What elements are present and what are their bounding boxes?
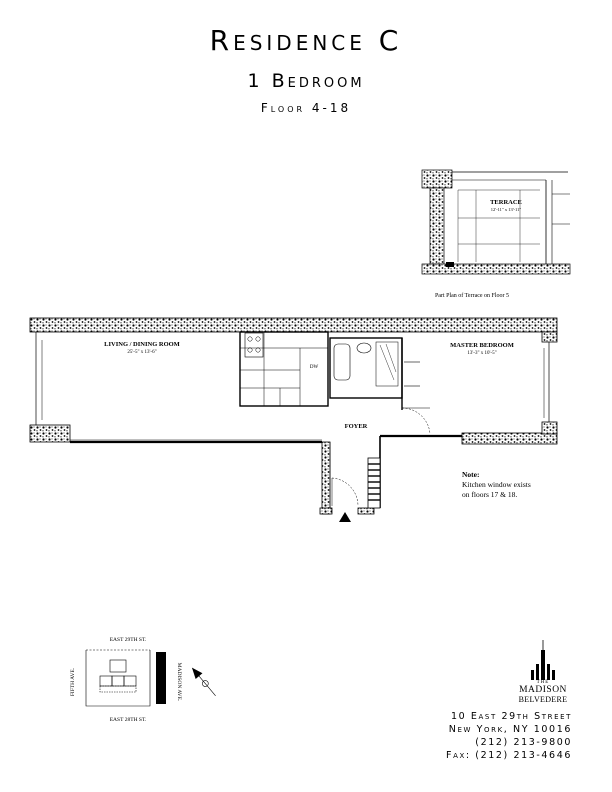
note-line-1: Kitchen window exists — [462, 480, 531, 489]
address-line-2: New York, NY 10016 — [448, 724, 572, 735]
avenue-east-label: MADISON AVE. — [176, 662, 182, 702]
terrace-wall-left — [430, 188, 444, 264]
living-room-dims: 25'-5" x 13'-6" — [127, 350, 157, 355]
southwest-wall — [30, 425, 70, 442]
bedroom-dims: 13'-3" x 10'-5" — [467, 351, 497, 356]
key-plan — [70, 637, 219, 723]
residence-title: Residence C — [209, 24, 403, 57]
north-arrow-icon — [189, 666, 218, 699]
living-room-label: LIVING / DINING ROOM — [104, 341, 180, 348]
bedroom-subtitle: 1 Bedroom — [247, 70, 365, 92]
dishwasher-label: DW — [309, 365, 319, 370]
note-heading: Note: — [462, 470, 480, 479]
stair-area — [368, 458, 380, 508]
street-north-label: EAST 29TH ST. — [109, 637, 147, 643]
bedroom-label: MASTER BEDROOM — [450, 342, 514, 349]
building-site — [156, 652, 166, 704]
address-line-1: 10 East 29th Street — [451, 711, 572, 722]
contact-block — [446, 710, 572, 762]
terrace-dims: 12'-11" x 13'-11" — [490, 207, 522, 212]
foyer-west-wall — [322, 442, 330, 514]
southeast-wall — [462, 433, 557, 444]
brand-block — [512, 680, 574, 704]
floor-range: Floor 4-18 — [260, 101, 352, 115]
entry-arrow-icon — [339, 512, 351, 522]
interior-walls — [70, 332, 462, 508]
brand-name2: BELVEDERE — [518, 695, 568, 704]
terrace-label: TERRACE — [490, 199, 522, 206]
avenue-west-label: FIFTH AVE. — [70, 667, 76, 697]
terrace-inset — [422, 170, 570, 274]
terrace-caption: Part Plan of Terrace on Floor 5 — [434, 293, 510, 299]
brand-name: MADISON — [519, 685, 567, 695]
phone-number: (212) 213-9800 — [475, 737, 572, 748]
street-south-label: EAST 28TH ST. — [109, 717, 147, 723]
north-wall — [30, 318, 557, 332]
foyer-label: FOYER — [344, 423, 368, 430]
madison-belvedere-logo-icon — [531, 640, 555, 680]
kitchen-note — [462, 470, 531, 500]
brand-pre: THE — [536, 680, 550, 685]
terrace-wall-top-left — [422, 170, 452, 188]
note-line-2: on floors 17 & 18. — [462, 490, 518, 499]
fax-number: Fax: (212) 213-4646 — [446, 750, 572, 761]
terrace-wall-bottom — [422, 264, 570, 274]
